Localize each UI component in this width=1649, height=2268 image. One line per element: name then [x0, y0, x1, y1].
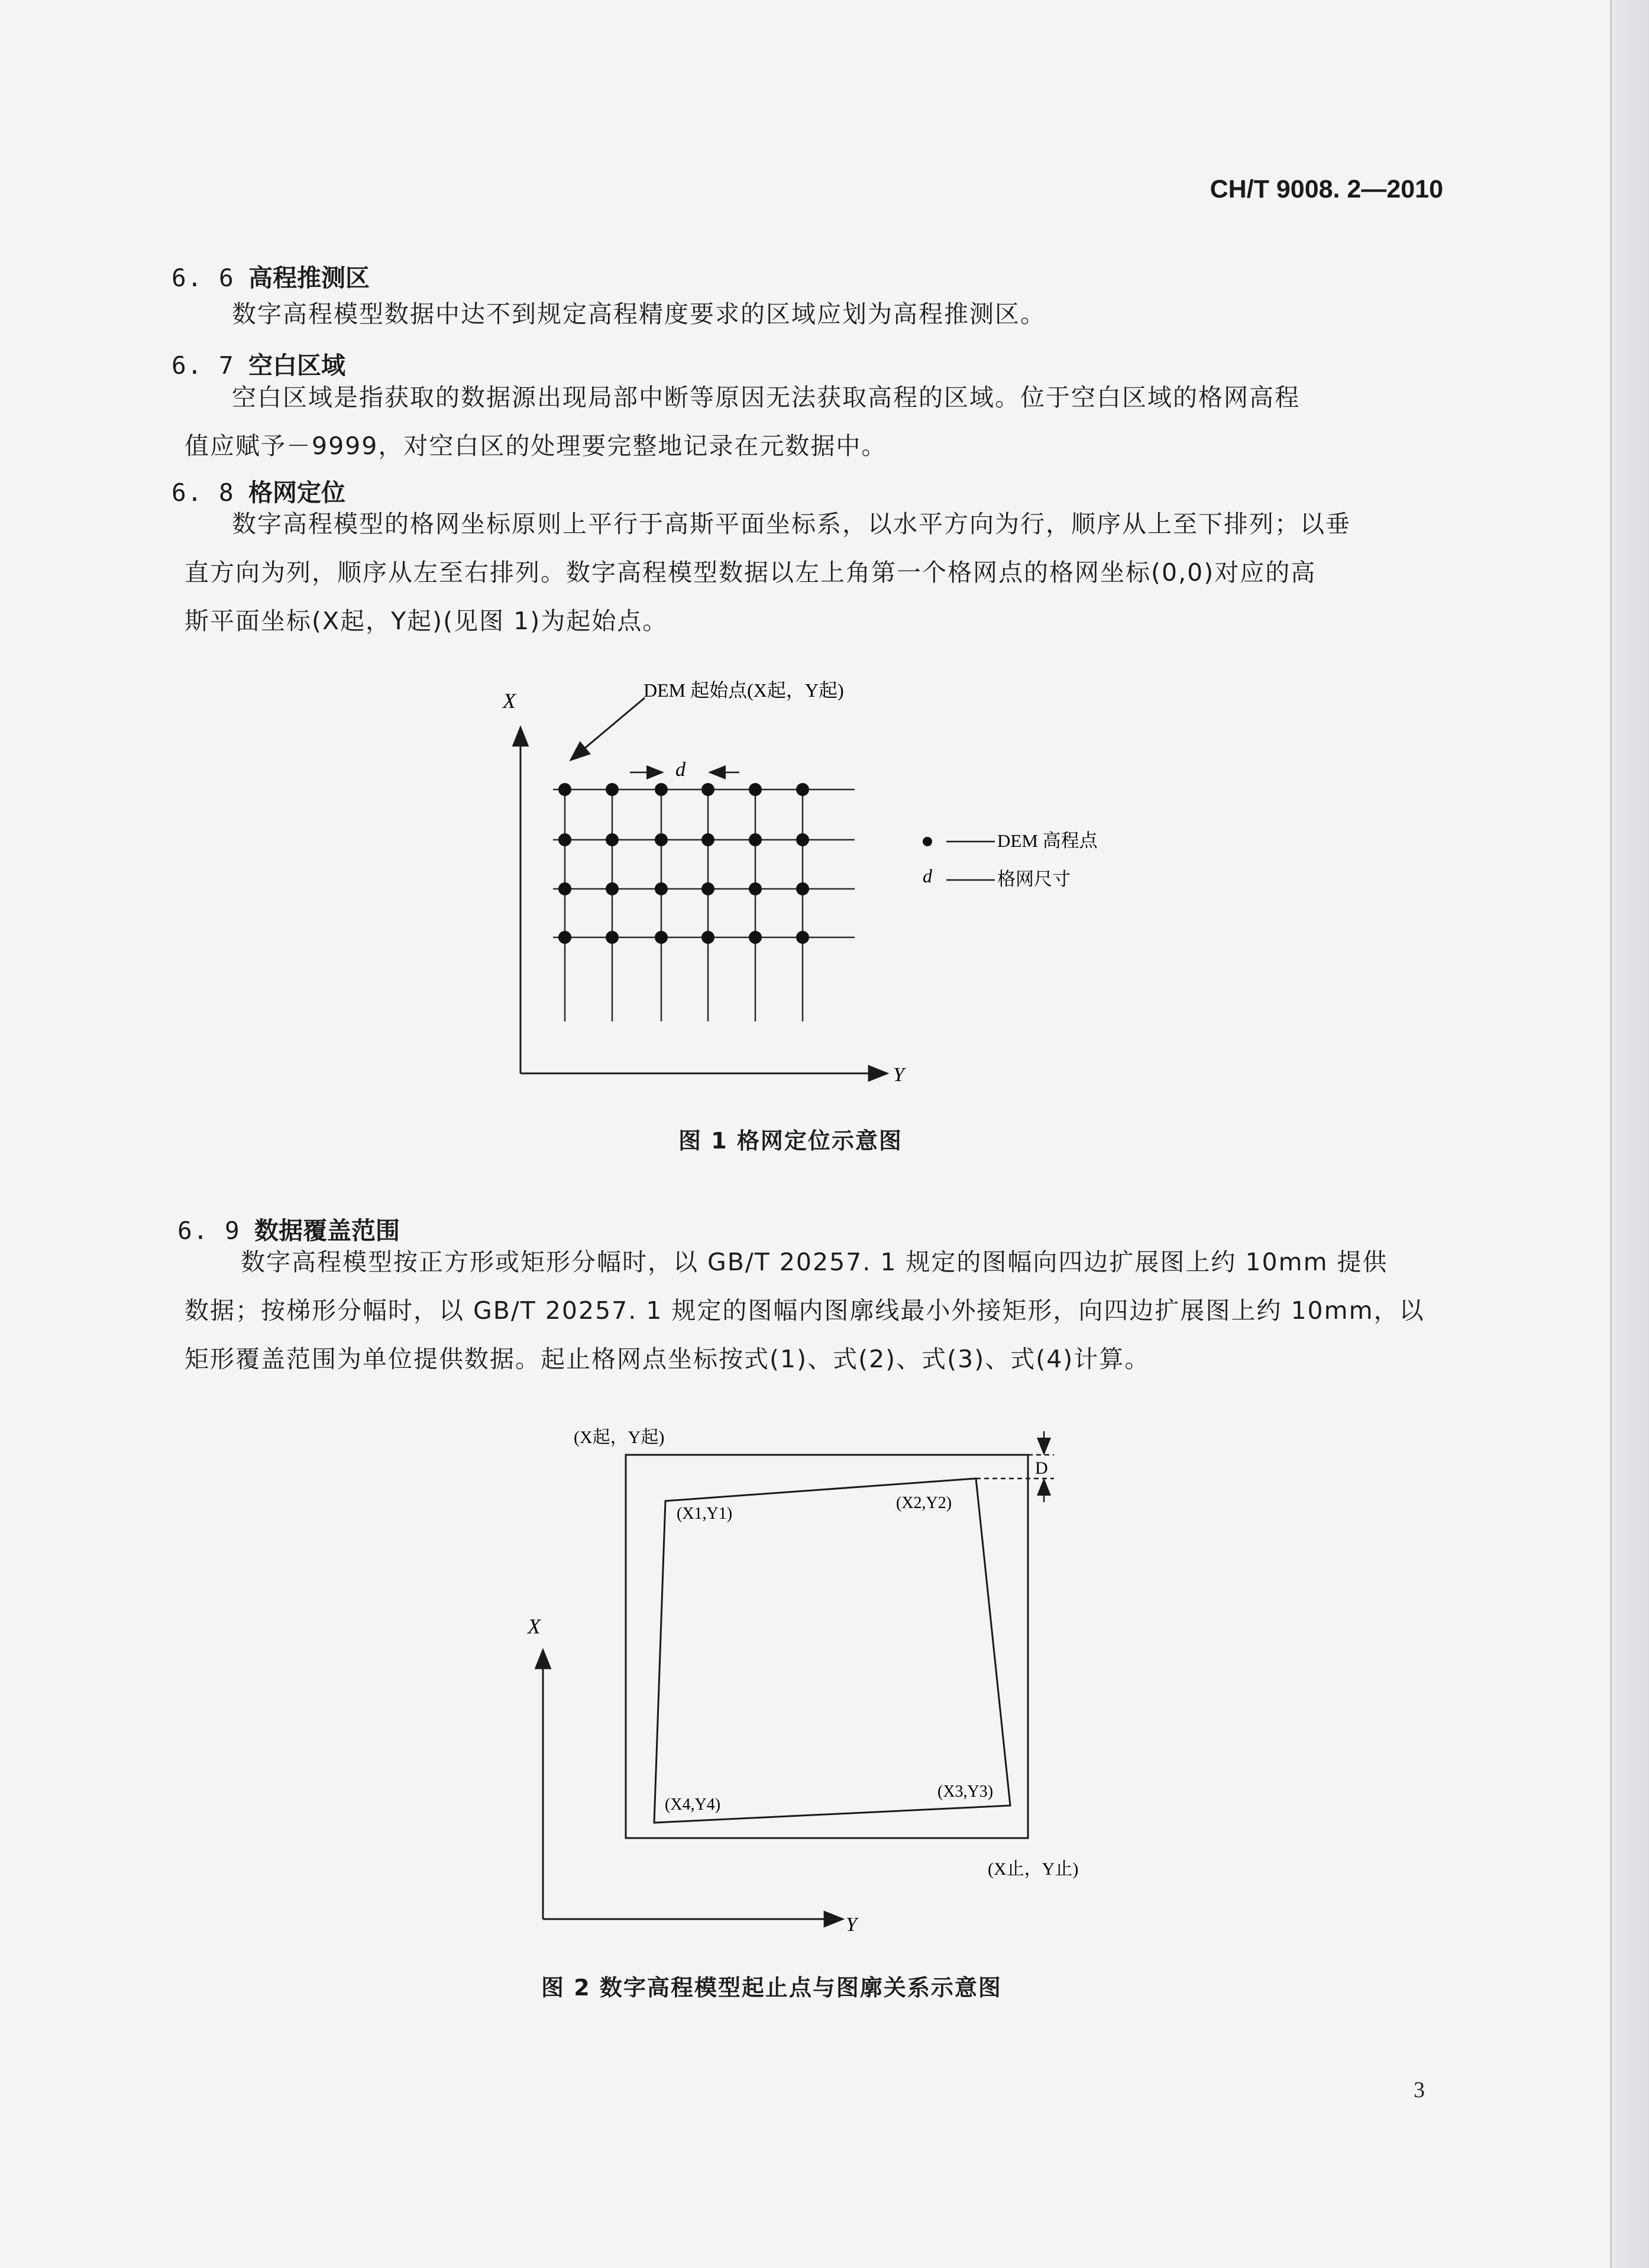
dem-elevation-points [558, 783, 809, 944]
paragraph-line: 数字高程模型的格网坐标原则上平行于高斯平面坐标系，以水平方向为行，顺序从上至下排列；以垂 [232, 510, 1351, 538]
paragraph-line: 数据；按梯形分幅时，以 GB/T 20257. 1 规定的图幅内图廓线最小外接矩形，向四边扩展图上约 10mm，以 [185, 1296, 1425, 1325]
y-axis-label: Y [893, 1064, 904, 1086]
section-6-6-heading [172, 258, 370, 293]
section-6-8-paragraph [185, 500, 1351, 645]
legend-point-symbol [923, 837, 932, 846]
paragraph-line: 斯平面坐标(X起，Y起)(见图 1)为起始点。 [185, 607, 668, 635]
map-sheet-trapezoid [654, 1478, 1010, 1823]
figure-2-extent-diagram [515, 1413, 1153, 1934]
y-axis-label: Y [846, 1914, 857, 1936]
paragraph-line: 值应赋予－9999，对空白区的处理要完整地记录在元数据中。 [185, 432, 887, 460]
start-point-label: (X起，Y起) [574, 1428, 665, 1447]
paragraph-line: 数字高程模型按正方形或矩形分幅时，以 GB/T 20257. 1 规定的图幅向四边扩展图上约 10mm 提供 [241, 1248, 1388, 1276]
section-number: 6. 6 [172, 264, 235, 292]
paragraph-line: 空白区域是指获取的数据源出现局部中断等原因无法获取高程的区域。位于空白区域的格网高程 [232, 383, 1300, 412]
section-title: 空白区域 [248, 351, 345, 380]
section-title: 高程推测区 [248, 264, 370, 292]
legend-d-symbol: d [923, 865, 932, 887]
paragraph-line: 数字高程模型数据中达不到规定高程精度要求的区域应划为高程推测区。 [232, 300, 1046, 328]
section-number: 6. 8 [172, 478, 235, 507]
section-6-7-paragraph [185, 373, 1300, 470]
legend-d-label: 格网尺寸 [997, 869, 1071, 889]
d-dimension-label: D [1035, 1458, 1048, 1478]
corner-2-label: (X2,Y2) [896, 1494, 952, 1512]
grid-lines [553, 790, 855, 1021]
legend-point-label: DEM 高程点 [997, 830, 1098, 851]
page-number: 3 [1414, 2078, 1425, 2102]
start-point-arrow [571, 698, 645, 760]
corner-4-label: (X4,Y4) [665, 1795, 721, 1814]
x-axis-label: X [503, 689, 516, 713]
end-point-label: (X止，Y止) [988, 1859, 1079, 1879]
figure-1-caption: 图 1 格网定位示意图 [678, 1128, 903, 1154]
section-6-6-paragraph [232, 290, 1046, 338]
paragraph-line: 矩形覆盖范围为单位提供数据。起止格网点坐标按式(1)、式(2)、式(3)、式(4)计算。 [185, 1345, 1150, 1373]
section-number: 6. 9 [177, 1216, 241, 1245]
paragraph-line: 直方向为列，顺序从左至右排列。数字高程模型数据以左上角第一个格网点的格网坐标(0,0)对应的高 [185, 558, 1317, 587]
corner-3-label: (X3,Y3) [937, 1782, 994, 1801]
figure-1-grid-diagram [485, 668, 1098, 1100]
page-edge-line [1610, 0, 1612, 2268]
document-code: CH/T 9008. 2—2010 [1210, 175, 1443, 203]
section-number: 6. 7 [172, 351, 235, 380]
section-6-9-paragraph [185, 1238, 1425, 1383]
dem-start-label: DEM 起始点(X起，Y起) [644, 680, 844, 701]
section-title: 数据覆盖范围 [254, 1216, 400, 1245]
corner-1-label: (X1,Y1) [677, 1505, 733, 1523]
page-edge-shadow [1610, 0, 1649, 2268]
section-title: 格网定位 [248, 478, 345, 507]
x-axis-label: X [528, 1615, 541, 1638]
d-dimension-label: d [675, 759, 686, 781]
figure-2-caption: 图 2 数字高程模型起止点与图廓关系示意图 [541, 1975, 1002, 2001]
